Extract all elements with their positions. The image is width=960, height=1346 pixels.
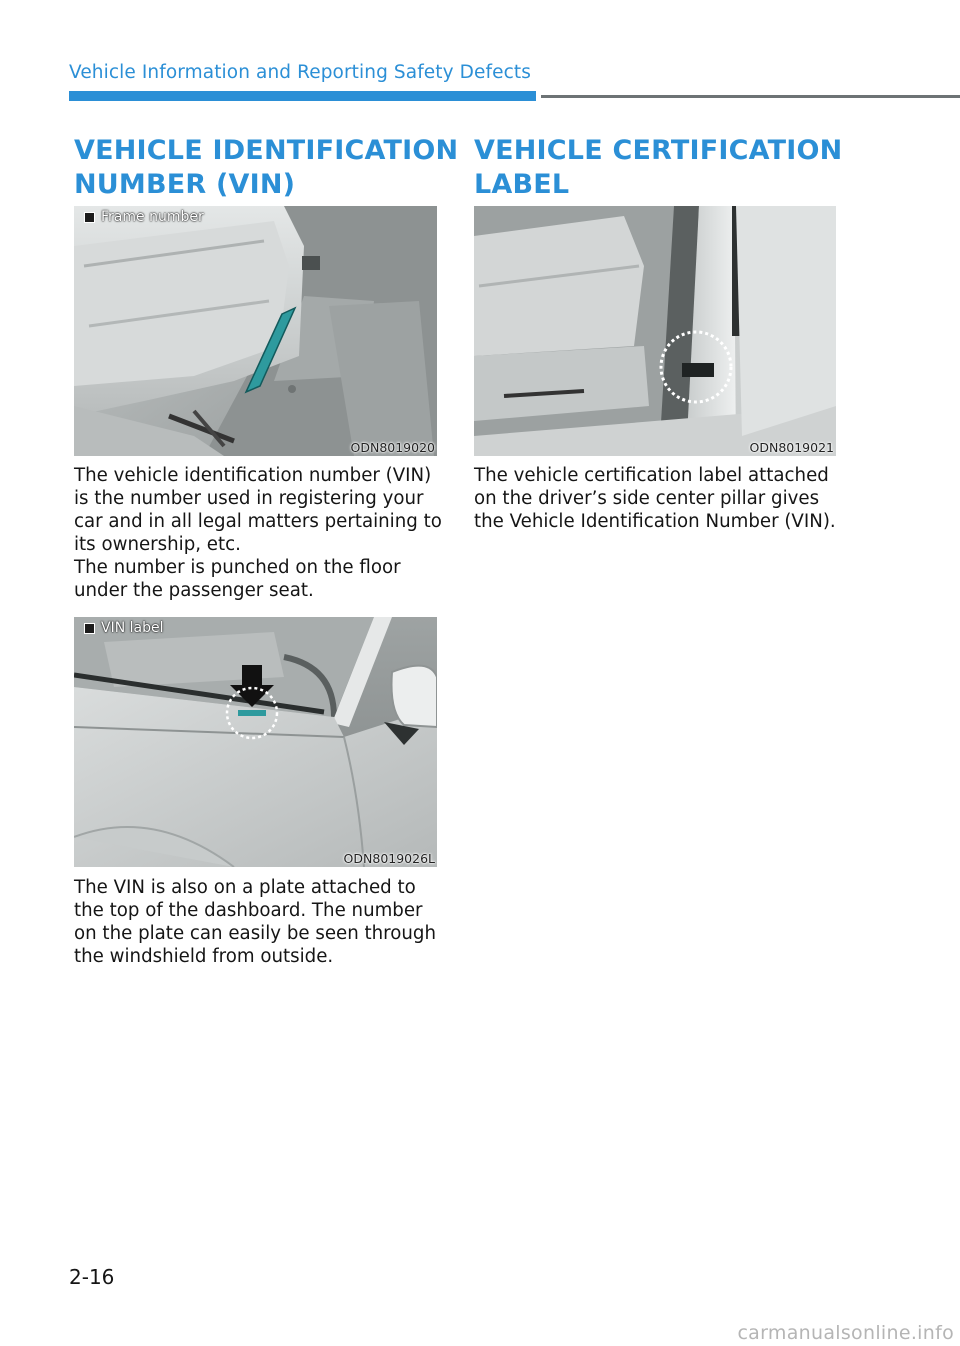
frame-number-figure-code: ODN8019020 [350, 440, 435, 455]
header-rule [541, 95, 960, 98]
vin-heading-line1: VEHICLE IDENTIFICATION [74, 135, 459, 166]
vin-paragraph-3: The VIN is also on a plate attached to the top of the dashboard. The number on the plate can easily be seen through the windshield from outside. [74, 877, 436, 967]
vin-label-figure [74, 617, 437, 867]
vin-heading [74, 134, 458, 202]
caption-square-icon [84, 623, 95, 634]
running-header: Vehicle Information and Reporting Safety Defects [69, 62, 531, 83]
vin-paragraph-2: The number is punched on the floor under the passenger seat. [74, 557, 401, 601]
frame-number-figure [74, 206, 437, 456]
certification-label-figure [474, 206, 836, 456]
frame-number-caption-text: Frame number [101, 209, 204, 225]
header-accent-bar [69, 91, 536, 101]
certification-paragraph: The vehicle certification label attached on the driver’s side center pillar gives the Vehicle Identification Number (VIN). [474, 465, 836, 532]
seat-floor-illustration [74, 206, 437, 456]
watermark: carmanualsonline.info [737, 1322, 954, 1344]
dashboard-illustration [74, 617, 437, 867]
certification-heading-line1: VEHICLE CERTIFICATION [474, 135, 843, 166]
page-number: 2-16 [69, 1265, 115, 1289]
vin-label-caption [84, 620, 164, 636]
vin-label-caption-text: VIN label [101, 620, 164, 636]
vin-label-figure-code: ODN8019026L [343, 851, 435, 866]
certification-heading [474, 134, 842, 202]
certification-figure-code: ODN8019021 [749, 440, 834, 455]
vin-paragraph-1: The vehicle identification number (VIN) is the number used in registering your car and in all legal matters pertaining to its ownership, etc. [74, 465, 442, 555]
certification-heading-line2: LABEL [474, 169, 570, 200]
center-pillar-illustration [474, 206, 836, 456]
frame-number-caption [84, 209, 204, 225]
caption-square-icon [84, 212, 95, 223]
vin-heading-line2: NUMBER (VIN) [74, 169, 296, 200]
